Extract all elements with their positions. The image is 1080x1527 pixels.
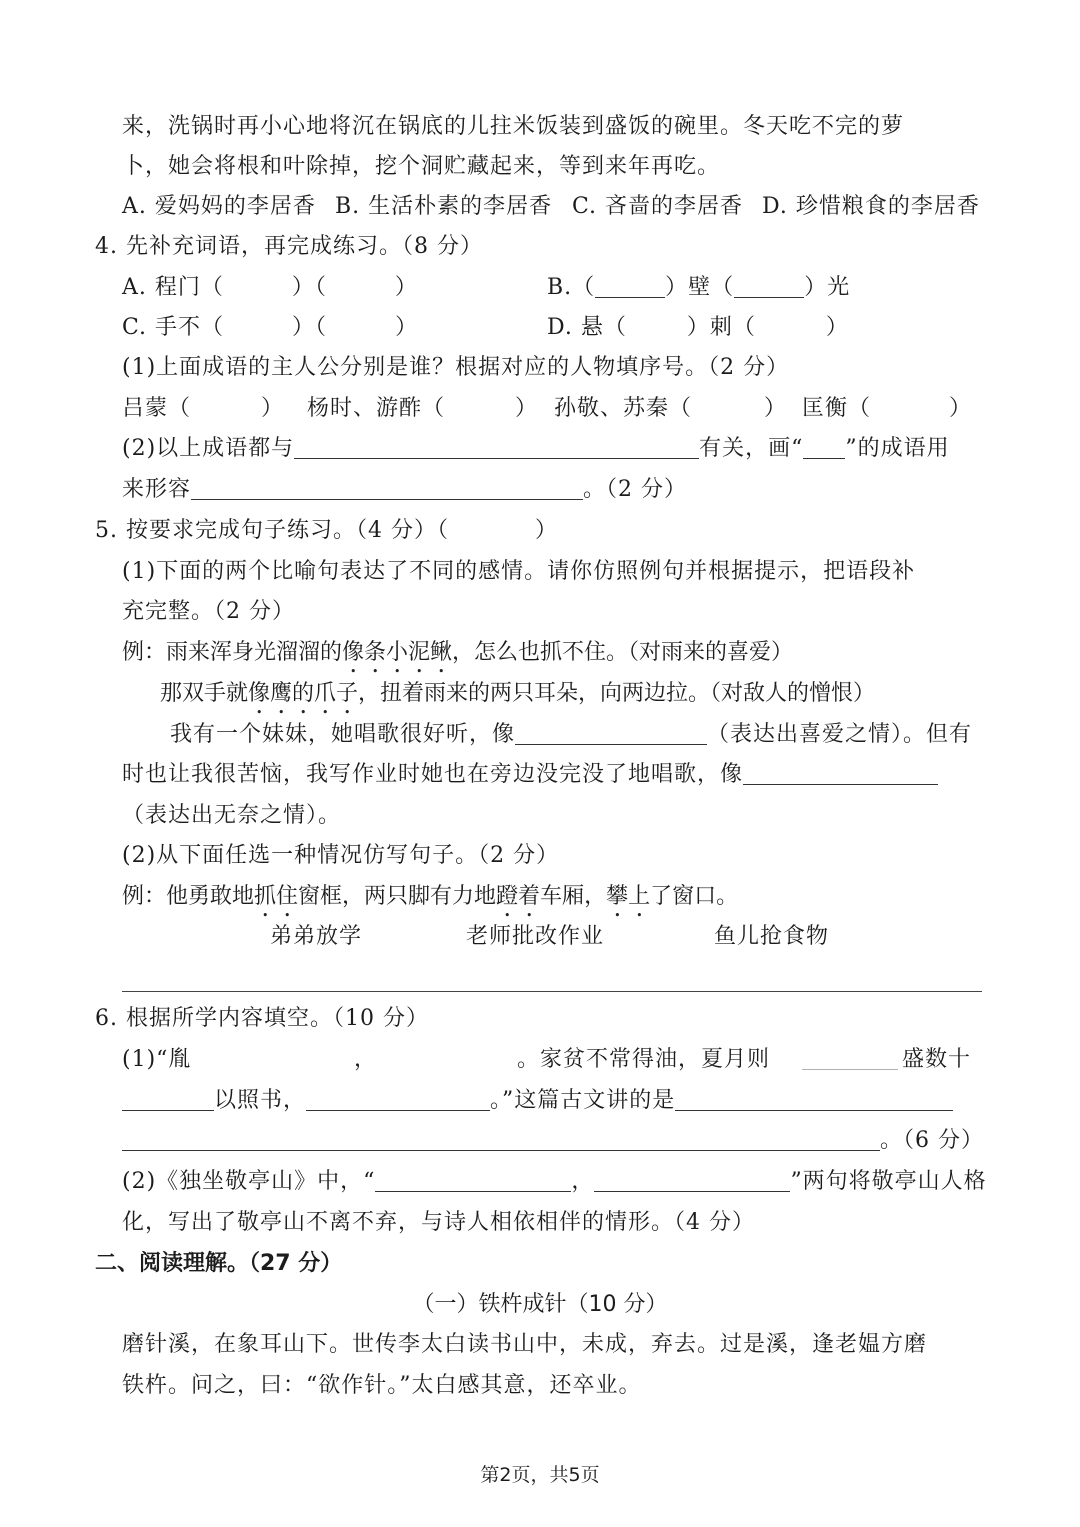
- q6-blank-5[interactable]: [122, 1126, 880, 1151]
- q3-option-b: B. 生活朴素的李居香: [335, 194, 553, 219]
- q5-fill-line-1: [170, 720, 982, 750]
- q3-text-line-1: 来，洗锅时再小心地将沉在锅底的儿拄米饭装到盛饭的碗里。冬天吃不完的萝: [122, 114, 905, 139]
- q6-fill-line-1: [122, 1045, 982, 1075]
- q4-d-mid: ）刺（: [686, 315, 756, 340]
- q6-fill-line-4: [122, 1167, 987, 1197]
- q5-ex1-emphasis: 像条小泥鳅: [342, 640, 453, 665]
- q5-blank-helpless[interactable]: [743, 760, 938, 785]
- person-lvmeng-label: 吕蒙（: [122, 396, 192, 421]
- q6-blank-2[interactable]: [122, 1086, 214, 1111]
- q4-sub2-line-1: [122, 434, 982, 464]
- q4-title: 4. 先补充词语，再完成练习。（8 分）: [95, 234, 483, 259]
- q4-sub2-c: ”的成语用: [845, 436, 950, 461]
- q6-s1-d: 盛数十: [902, 1047, 972, 1072]
- q5-sub2: (2)从下面任选一种情况仿写句子。（2 分）: [122, 843, 560, 868]
- page-footer: 第2页，共5页: [480, 1464, 600, 1486]
- person-sunjing: [554, 394, 787, 424]
- q5-example-2: [160, 679, 982, 709]
- q4-d-close: ）: [825, 315, 849, 340]
- q4-a-mid: ）（: [291, 275, 327, 300]
- q4-a-close: ）: [394, 275, 418, 300]
- q5-ex3-b: 窗框，两只脚有力地: [298, 884, 497, 909]
- q5-ex3-emph-1: 抓住: [254, 884, 299, 909]
- person-kuangheng-label: 匡衡（: [802, 396, 872, 421]
- q4-d-prefix: D. 悬（: [547, 315, 627, 340]
- q6-blank-3[interactable]: [306, 1086, 490, 1111]
- q3-text-line-2: 卜，她会将根和叶除掉，挖个洞贮藏起来，等到来年再吃。: [122, 154, 721, 179]
- q6-blank-4[interactable]: [675, 1086, 953, 1111]
- person-sunjing-close: ）: [764, 396, 788, 421]
- q5-example-3: [122, 882, 982, 912]
- q5-fill-line-2: [122, 760, 982, 790]
- q5-ex1-b: ，怎么也抓不住。（对雨来的喜爱）: [452, 640, 794, 665]
- passage-title: （一）铁杵成针（10 分）: [412, 1292, 668, 1317]
- q5-fill2-a: 时也让我很苦恼，我写作业时她也在旁边没完没了地唱歌，像: [122, 762, 744, 787]
- q5-ex1-a: 例：雨来浑身光溜溜的: [122, 640, 343, 665]
- person-kuangheng-close: ）: [949, 396, 973, 421]
- q4-blank-describe[interactable]: [191, 475, 583, 500]
- q6-s4-c: ”两句将敬亭山人格: [790, 1169, 987, 1194]
- q5-answer-line[interactable]: [122, 991, 982, 992]
- q3-option-d: D. 珍惜粮食的李居香: [762, 194, 980, 219]
- q4-c-close: ）: [395, 315, 419, 340]
- person-lvmeng-close: ）: [261, 396, 285, 421]
- q6-s2-b: 。”这篇古文讲的是: [490, 1088, 676, 1113]
- q5-blank-joy[interactable]: [515, 720, 707, 745]
- q4-b-mid: ）壁（: [665, 275, 735, 300]
- q4-blank-topic[interactable]: [294, 434, 699, 459]
- q6-fill-line-2: [122, 1086, 982, 1116]
- q5-title-close: ）: [534, 518, 558, 543]
- q6-s1-b: ，: [354, 1047, 378, 1072]
- passage-line-2: 铁杵。问之，曰：“欲作针。”太白感其意，还卒业。: [122, 1373, 642, 1398]
- q4-sub2-e: 。（2 分）: [583, 477, 688, 502]
- q4-c-mid: ）（: [292, 315, 328, 340]
- q4-b-suffix: ）光: [804, 275, 851, 300]
- q5-choice-3: 鱼儿抢食物: [714, 924, 830, 949]
- q4-b-prefix: B.（: [547, 275, 596, 300]
- q5-ex2-b: ，扭着雨来的两只耳朵，向两边拉。（对敌人的憎恨）: [358, 681, 876, 706]
- q6-fill-line-3: [122, 1126, 982, 1156]
- q5-ex3-c: 车厢，: [540, 884, 607, 909]
- q5-example-1: [122, 638, 982, 668]
- q5-ex2-emphasis: 像鹰的爪子: [248, 681, 359, 706]
- q4-idiom-row-1: [122, 273, 982, 303]
- person-yangshi-label: 杨时、游酢（: [307, 396, 446, 421]
- q4-people-row: [122, 394, 982, 424]
- q5-ex3-a: 例：他勇敢地: [122, 884, 255, 909]
- q5-sub1-line-1: (1)下面的两个比喻句表达了不同的感情。请你仿照例句并根据提示，把语段补: [122, 559, 916, 584]
- q5-title: 5. 按要求完成句子练习。（4 分）（: [95, 518, 449, 543]
- q4-sub1: (1)上面成语的主人公分别是谁？根据对应的人物填序号。（2 分）: [122, 355, 790, 380]
- q5-ex2-a: 那双手就: [160, 681, 249, 706]
- person-yangshi-close: ）: [515, 396, 539, 421]
- q4-idiom-a: [122, 273, 418, 303]
- q6-s3-end: 。（6 分）: [880, 1128, 984, 1153]
- q4-sub2-a: (2)以上成语都与: [122, 436, 295, 461]
- q4-c-prefix: C. 手不（: [122, 315, 225, 340]
- q6-line-5: 化，写出了敬亭山不离不弃，与诗人相依相伴的情形。（4 分）: [122, 1210, 755, 1235]
- q5-choice-1: 弟弟放学: [270, 924, 363, 949]
- q5-choice-2: 老师批改作业: [466, 924, 605, 949]
- person-kuangheng: [802, 394, 972, 424]
- q5-ex3-emph-2: 蹬着: [496, 884, 541, 909]
- q5-sub1-line-2: 充完整。（2 分）: [122, 599, 295, 624]
- q5-fill1-b: （表达出喜爱之情）。但有: [707, 722, 973, 747]
- q4-idiom-d: [547, 313, 849, 343]
- section-2-title: 二、阅读理解。（27 分）: [95, 1251, 343, 1276]
- q4-sub2-d: 来形容: [122, 477, 192, 502]
- person-yangshi: [307, 394, 538, 424]
- q6-blank-6[interactable]: [375, 1167, 571, 1192]
- q5-ex3-emph-3: 攀上: [606, 884, 651, 909]
- q6-title: 6. 根据所学内容填空。（10 分）: [95, 1006, 429, 1031]
- q4-sub2-line-2: [122, 475, 982, 505]
- q4-blank-mark: [803, 434, 845, 459]
- q6-s4-b: ，: [571, 1169, 595, 1194]
- q6-s4-a: (2)《独坐敬亭山》中，“: [122, 1169, 376, 1194]
- q4-idiom-row-2: [122, 313, 982, 343]
- q5-ex3-d: 了窗口。: [650, 884, 739, 909]
- q3-option-c: C. 吝啬的李居香: [572, 194, 744, 219]
- q6-s1-c: 。家贫不常得油，夏月则: [517, 1047, 771, 1072]
- q4-idiom-c: [122, 313, 418, 343]
- q6-blank-1[interactable]: [802, 1045, 898, 1075]
- q5-fill1-a: 我有一个妹妹，她唱歌很好听，像: [170, 722, 516, 747]
- q4-sub2-b: 有关，画“: [699, 436, 804, 461]
- q5-title-line: [95, 516, 982, 546]
- q4-a-prefix: A. 程门（: [122, 275, 224, 300]
- q6-s1-a: (1)“胤: [122, 1047, 192, 1072]
- q5-fill-line-3: （表达出无奈之情）。: [122, 803, 342, 828]
- person-sunjing-label: 孙敬、苏秦（: [554, 396, 693, 421]
- q3-options-row: [122, 192, 982, 222]
- q4-idiom-b: [547, 273, 850, 303]
- q5-choices-row: [122, 922, 982, 952]
- passage-line-1: 磨针溪，在象耳山下。世传李太白读书山中，未成，弃去。过是溪，逢老媪方磨: [122, 1332, 928, 1357]
- person-lvmeng: [122, 394, 284, 424]
- q3-option-a: A. 爱妈妈的李居香: [122, 194, 316, 219]
- q6-s2-a: 以照书，: [214, 1088, 307, 1113]
- q6-blank-7[interactable]: [594, 1167, 790, 1192]
